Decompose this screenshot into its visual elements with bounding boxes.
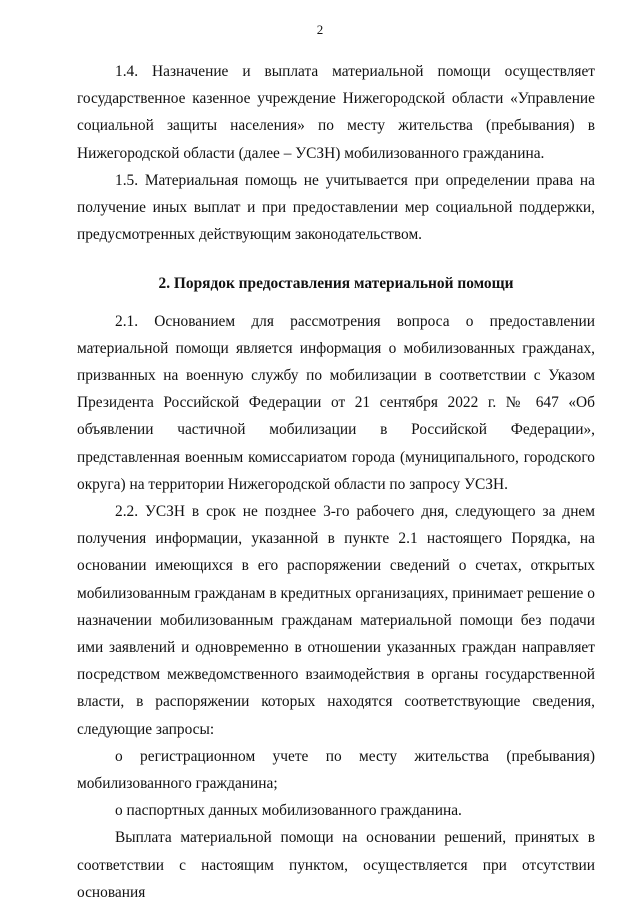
paragraph-payment: Выплата материальной помощи на основании решений, принятых в соответствии с настоящим пунктом, осуществляется при отсутствии основания — [77, 829, 595, 901]
paragraph-1-4: 1.4. Назначение и выплата материальной помощи осуществляет государственное казенное учреждение Нижегородской области «Управление социальной защиты населения» по месту жительства (пребывания) в Нижегородской области (далее – УСЗН) мобилизованного гражданина. — [77, 63, 595, 162]
document-body — [77, 58, 595, 906]
list-item-passport: о паспортных данных мобилизованного гражданина. — [115, 802, 462, 820]
paragraph-1-5: 1.5. Материальная помощь не учитывается при определении права на получение иных выплат и при предоставлении мер социальной поддержки, предусмотренных действующим законодательством. — [77, 171, 595, 244]
list-item-registration: о регистрационном учете по месту жительства (пребывания) мобилизованного гражданина; — [77, 747, 595, 793]
paragraph-2-1: 2.1. Основанием для рассмотрения вопроса о предоставлении материальной помощи является информация о мобилизованных гражданах, призванных на военную службу по мобилизации в соответствии с Указом Президента Российской Федерации от 21 сентября 2022 г. № 647 «Об объявлении частичной мобилизации в Российской Федерации», представленная военным комиссариатом города (муниципального, городского округа) на территории Нижегородской области по запросу УСЗН. — [77, 312, 595, 493]
section-heading: 2. Порядок предоставления материальной помощи — [158, 275, 514, 293]
page-number: 2 — [316, 22, 324, 37]
paragraph-2-2: 2.2. УСЗН в срок не позднее 3-го рабочего дня, следующего за днем получения информации, указанной в пункте 2.1 настоящего Порядка, на основании имеющихся в его распоряжении сведений о счетах, открытых мобилизованным гражданам в кредитных организациях, принимает решение о назначении мобилизованным гражданам материальной помощи без подачи ими заявлений и одновременно в отношении указанных граждан направляет посредством межведомственного взаимодействия в органы государственной власти, в распоряжении которых находятся соответствующие сведения, следующие запросы: — [77, 503, 595, 738]
